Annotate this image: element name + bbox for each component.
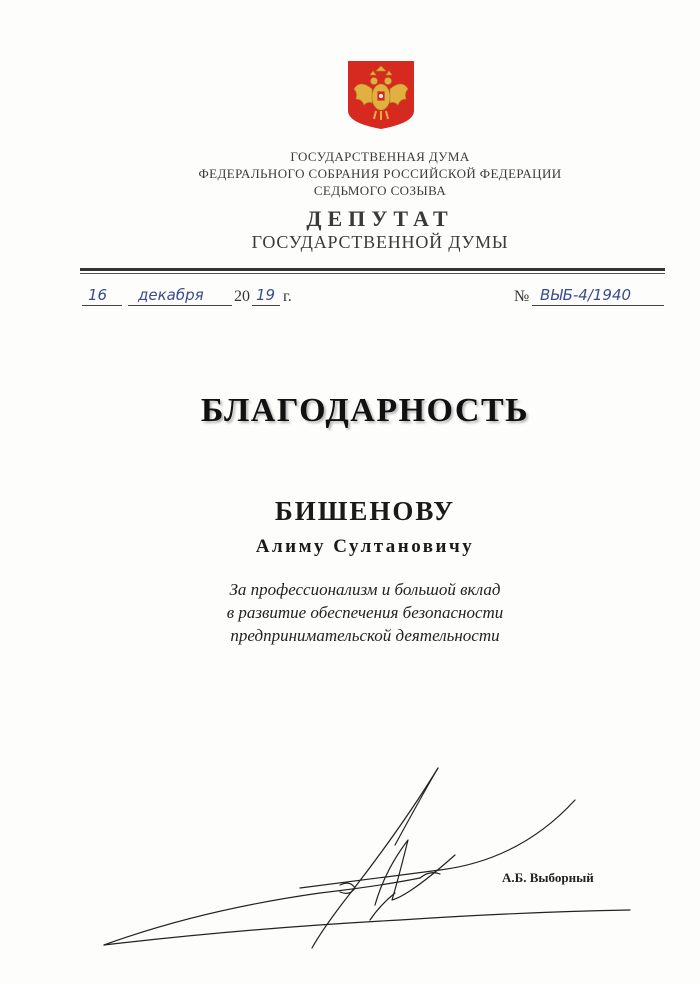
recipient-surname: БИШЕНОВУ: [274, 496, 456, 526]
doc-number-label: №: [514, 288, 530, 305]
doc-number: ВЫБ-4/1940: [540, 286, 632, 304]
header-line-2: ФЕДЕРАЛЬНОГО СОБРАНИЯ РОССИЙСКОЙ ФЕДЕРАЦИИ: [198, 166, 562, 181]
recipient-name: Алиму Султановичу: [255, 536, 475, 557]
header-title: ДЕПУТАТ: [306, 206, 454, 231]
header-line-1: ГОСУДАРСТВЕННАЯ ДУМА: [290, 149, 470, 164]
date-month: декабря: [138, 286, 204, 304]
date-year-suffix: 19: [256, 286, 276, 304]
reason-line-3: предпринимательской деятельности: [230, 626, 500, 645]
date-year-abbr: г.: [283, 288, 292, 305]
reason-line-2: в развитие обеспечения безопасности: [226, 603, 504, 622]
header-line-3: СЕДЬМОГО СОЗЫВА: [313, 183, 447, 198]
date-day: 16: [88, 286, 108, 304]
signer-name: А.Б. Выборный: [502, 870, 594, 885]
date-year-prefix: 20: [234, 288, 250, 305]
header-subtitle: ГОСУДАРСТВЕННОЙ ДУМЫ: [251, 232, 509, 252]
document-title: БЛАГОДАРНОСТЬ: [200, 392, 530, 429]
reason-line-1: За профессионализм и большой вклад: [229, 580, 501, 599]
